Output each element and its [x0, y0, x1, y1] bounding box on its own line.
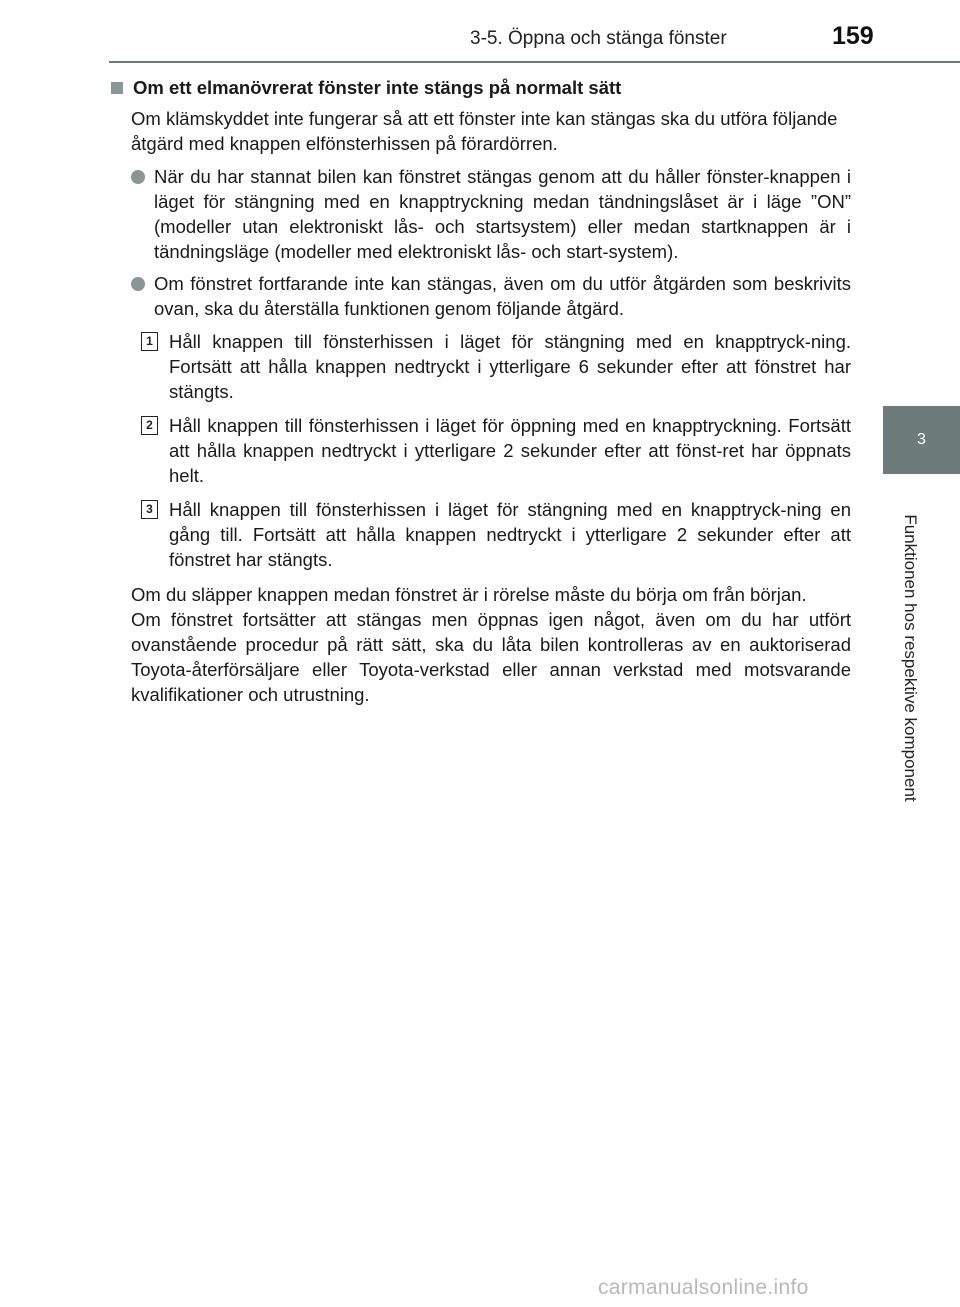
watermark-text[interactable]: carmanualsonline.info [598, 1276, 809, 1299]
page-content [109, 75, 851, 707]
step-number-badge: 3 [141, 500, 158, 519]
section-heading-text: Om ett elmanövrerat fönster inte stängs på normalt sätt [133, 77, 622, 98]
step-text: Håll knappen till fönsterhissen i läget för stängning med en knapptryck-ning. Fortsätt att hålla knappen nedtryckt i ytterligare 6 sekunder efter att fönstret har stängts. [169, 331, 851, 402]
step-list [109, 329, 851, 572]
step-number-badge: 1 [141, 332, 158, 351]
circle-bullet-icon [131, 170, 145, 184]
step-item [109, 497, 851, 572]
step-text: Håll knappen till fönsterhissen i läget för öppning med en knapptryckning. Fortsätt att hålla knappen nedtryckt i ytterligare 2 sekunder efter att fönst-ret har öppnats helt. [169, 415, 851, 486]
section-heading [109, 75, 851, 100]
square-bullet-icon [111, 82, 123, 94]
page-number: 159 [832, 22, 874, 50]
step-text: Håll knappen till fönsterhissen i läget för stängning med en knapptryck-ning en gång till. Fortsätt att hålla knappen nedtryckt i ytterligare 2 sekunder efter att fönstret har stängts. [169, 499, 851, 570]
chapter-tab-title-text: Funktionen hos respektive komponent [901, 514, 920, 802]
bullet-text: När du har stannat bilen kan fönstret stängas genom att du håller fönster-knappen i läget för stängning med en knapptryckning medan tändningslåset är i läge ”ON” (modeller utan elektroniskt lås- och startsystem) eller medan startknappen är i tändningsläge (modeller med elektroniskt lås- och start-system). [154, 166, 851, 262]
intro-paragraph: Om klämskyddet inte fungerar så att ett fönster inte kan stängas ska du utföra följande åtgärd med knappen elfönsterhissen på förardörren. [131, 108, 838, 154]
circle-bullet-icon [131, 277, 145, 291]
step-item [109, 413, 851, 488]
step-number-badge: 2 [141, 416, 158, 435]
step-item [109, 329, 851, 404]
chapter-tab-title[interactable] [883, 476, 960, 840]
closing-paragraph: Om du släpper knappen medan fönstret är i rörelse måste du börja om från början. [131, 584, 807, 605]
closing-paragraph: Om fönstret fortsätter att stängas men öppnas igen något, även om du har utfört ovanstående procedur på rätt sätt, ska du låta bilen kontrolleras av en auktoriserad Toyota-återförsäljare eller Toyota-verkstad eller annan verkstad med motsvarande kvalifikationer och utrustning. [131, 609, 851, 705]
header-section-title: 3-5. Öppna och stänga fönster [470, 28, 727, 49]
header-divider [109, 61, 960, 63]
chapter-tab-number[interactable]: 3 [883, 406, 960, 474]
bullet-item [109, 271, 851, 321]
bullet-text: Om fönstret fortfarande inte kan stängas, även om du utför åtgärden som beskrivits ovan, ska du återställa funktionen genom följande åtgärd. [154, 273, 851, 319]
bullet-item [109, 164, 851, 264]
